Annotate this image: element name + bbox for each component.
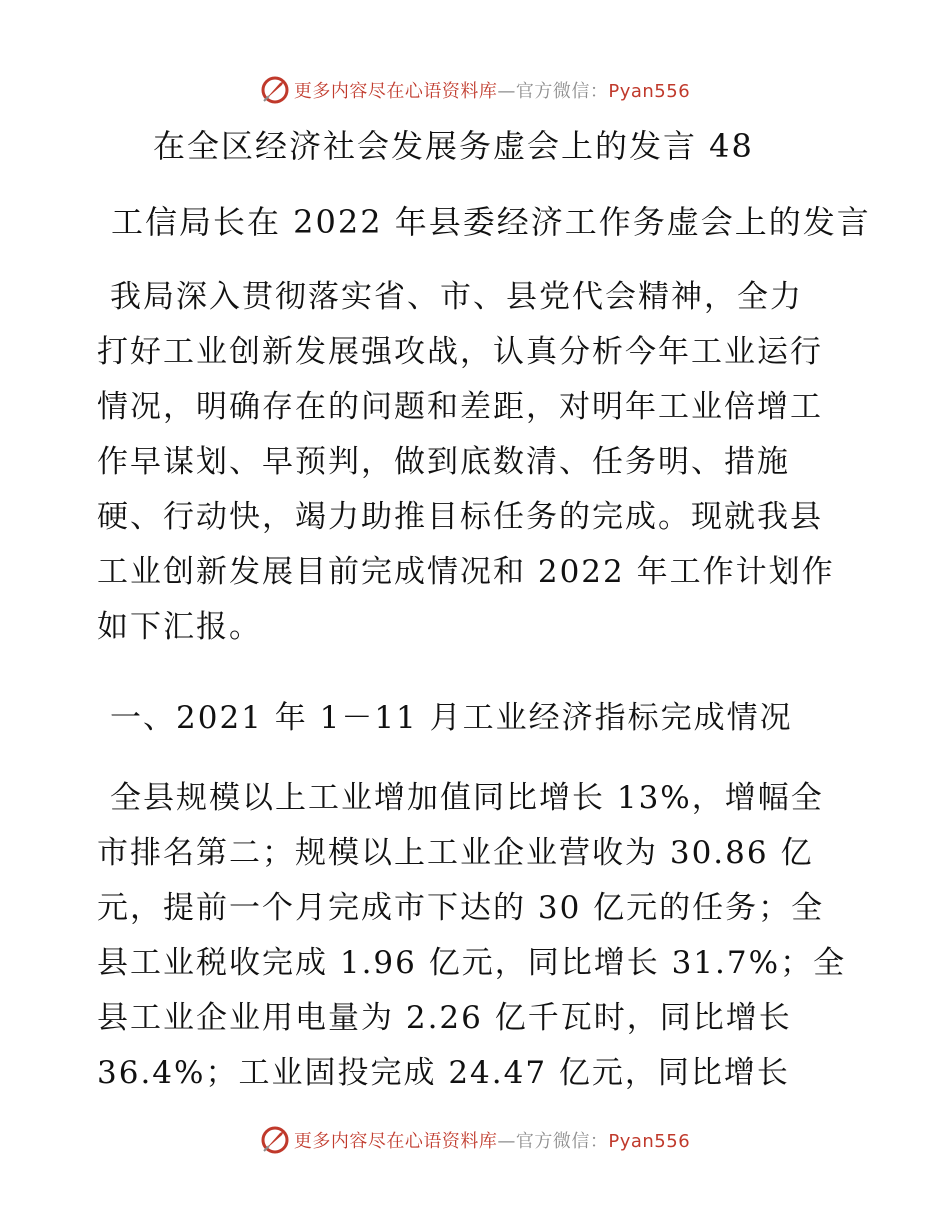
quill-logo-icon <box>260 1125 290 1155</box>
header-watermark <box>0 70 950 110</box>
para2-line: 市排名第二；规模以上工业企业营收为 30.86 亿 <box>97 835 814 871</box>
para1-line: 作早谋划、早预判，做到底数清、任务明、措施 <box>97 444 790 480</box>
watermark-text <box>294 77 690 103</box>
para1-line: 情况，明确存在的问题和差距，对明年工业倍增工 <box>97 389 823 425</box>
para1-line: 如下汇报。 <box>97 609 262 645</box>
watermark-link-text: 更多内容尽在心语资料库 <box>293 81 498 102</box>
section-heading: 一、2021 年 1－11 月工业经济指标完成情况 <box>110 700 793 736</box>
para1-line: 工业创新发展目前完成情况和 2022 年工作计划作 <box>97 554 835 590</box>
document-subtitle: 工信局长在 2022 年县委经济工作务虚会上的发言 <box>111 203 871 241</box>
watermark-official: 官方微信： <box>515 1131 609 1152</box>
para2-line: 全县规模以上工业增加值同比增长 13%，增幅全 <box>110 780 824 816</box>
quill-logo-icon <box>260 75 290 105</box>
watermark-dash: — <box>497 81 516 102</box>
watermark-link-text: 更多内容尽在心语资料库 <box>293 1131 498 1152</box>
watermark-wechat-id: Pyan556 <box>608 1131 691 1152</box>
watermark-text <box>294 1127 690 1153</box>
para1-line: 硬、行动快，竭力助推目标任务的完成。现就我县 <box>97 499 823 535</box>
document-title: 在全区经济社会发展务虚会上的发言 48 <box>153 127 754 165</box>
para2-line: 元，提前一个月完成市下达的 30 亿元的任务；全 <box>97 890 825 926</box>
watermark-official: 官方微信： <box>515 81 609 102</box>
footer-watermark <box>0 1120 950 1160</box>
para1-line: 打好工业创新发展强攻战，认真分析今年工业运行 <box>97 334 823 370</box>
para2-line: 36.4%；工业固投完成 24.47 亿元，同比增长 <box>97 1055 790 1091</box>
para2-line: 县工业企业用电量为 2.26 亿千瓦时，同比增长 <box>97 1000 792 1036</box>
para2-line: 县工业税收完成 1.96 亿元，同比增长 31.7%；全 <box>97 945 847 981</box>
watermark-dash: — <box>497 1131 516 1152</box>
para1-line: 我局深入贯彻落实省、市、县党代会精神，全力 <box>110 279 803 315</box>
watermark-wechat-id: Pyan556 <box>608 81 691 102</box>
